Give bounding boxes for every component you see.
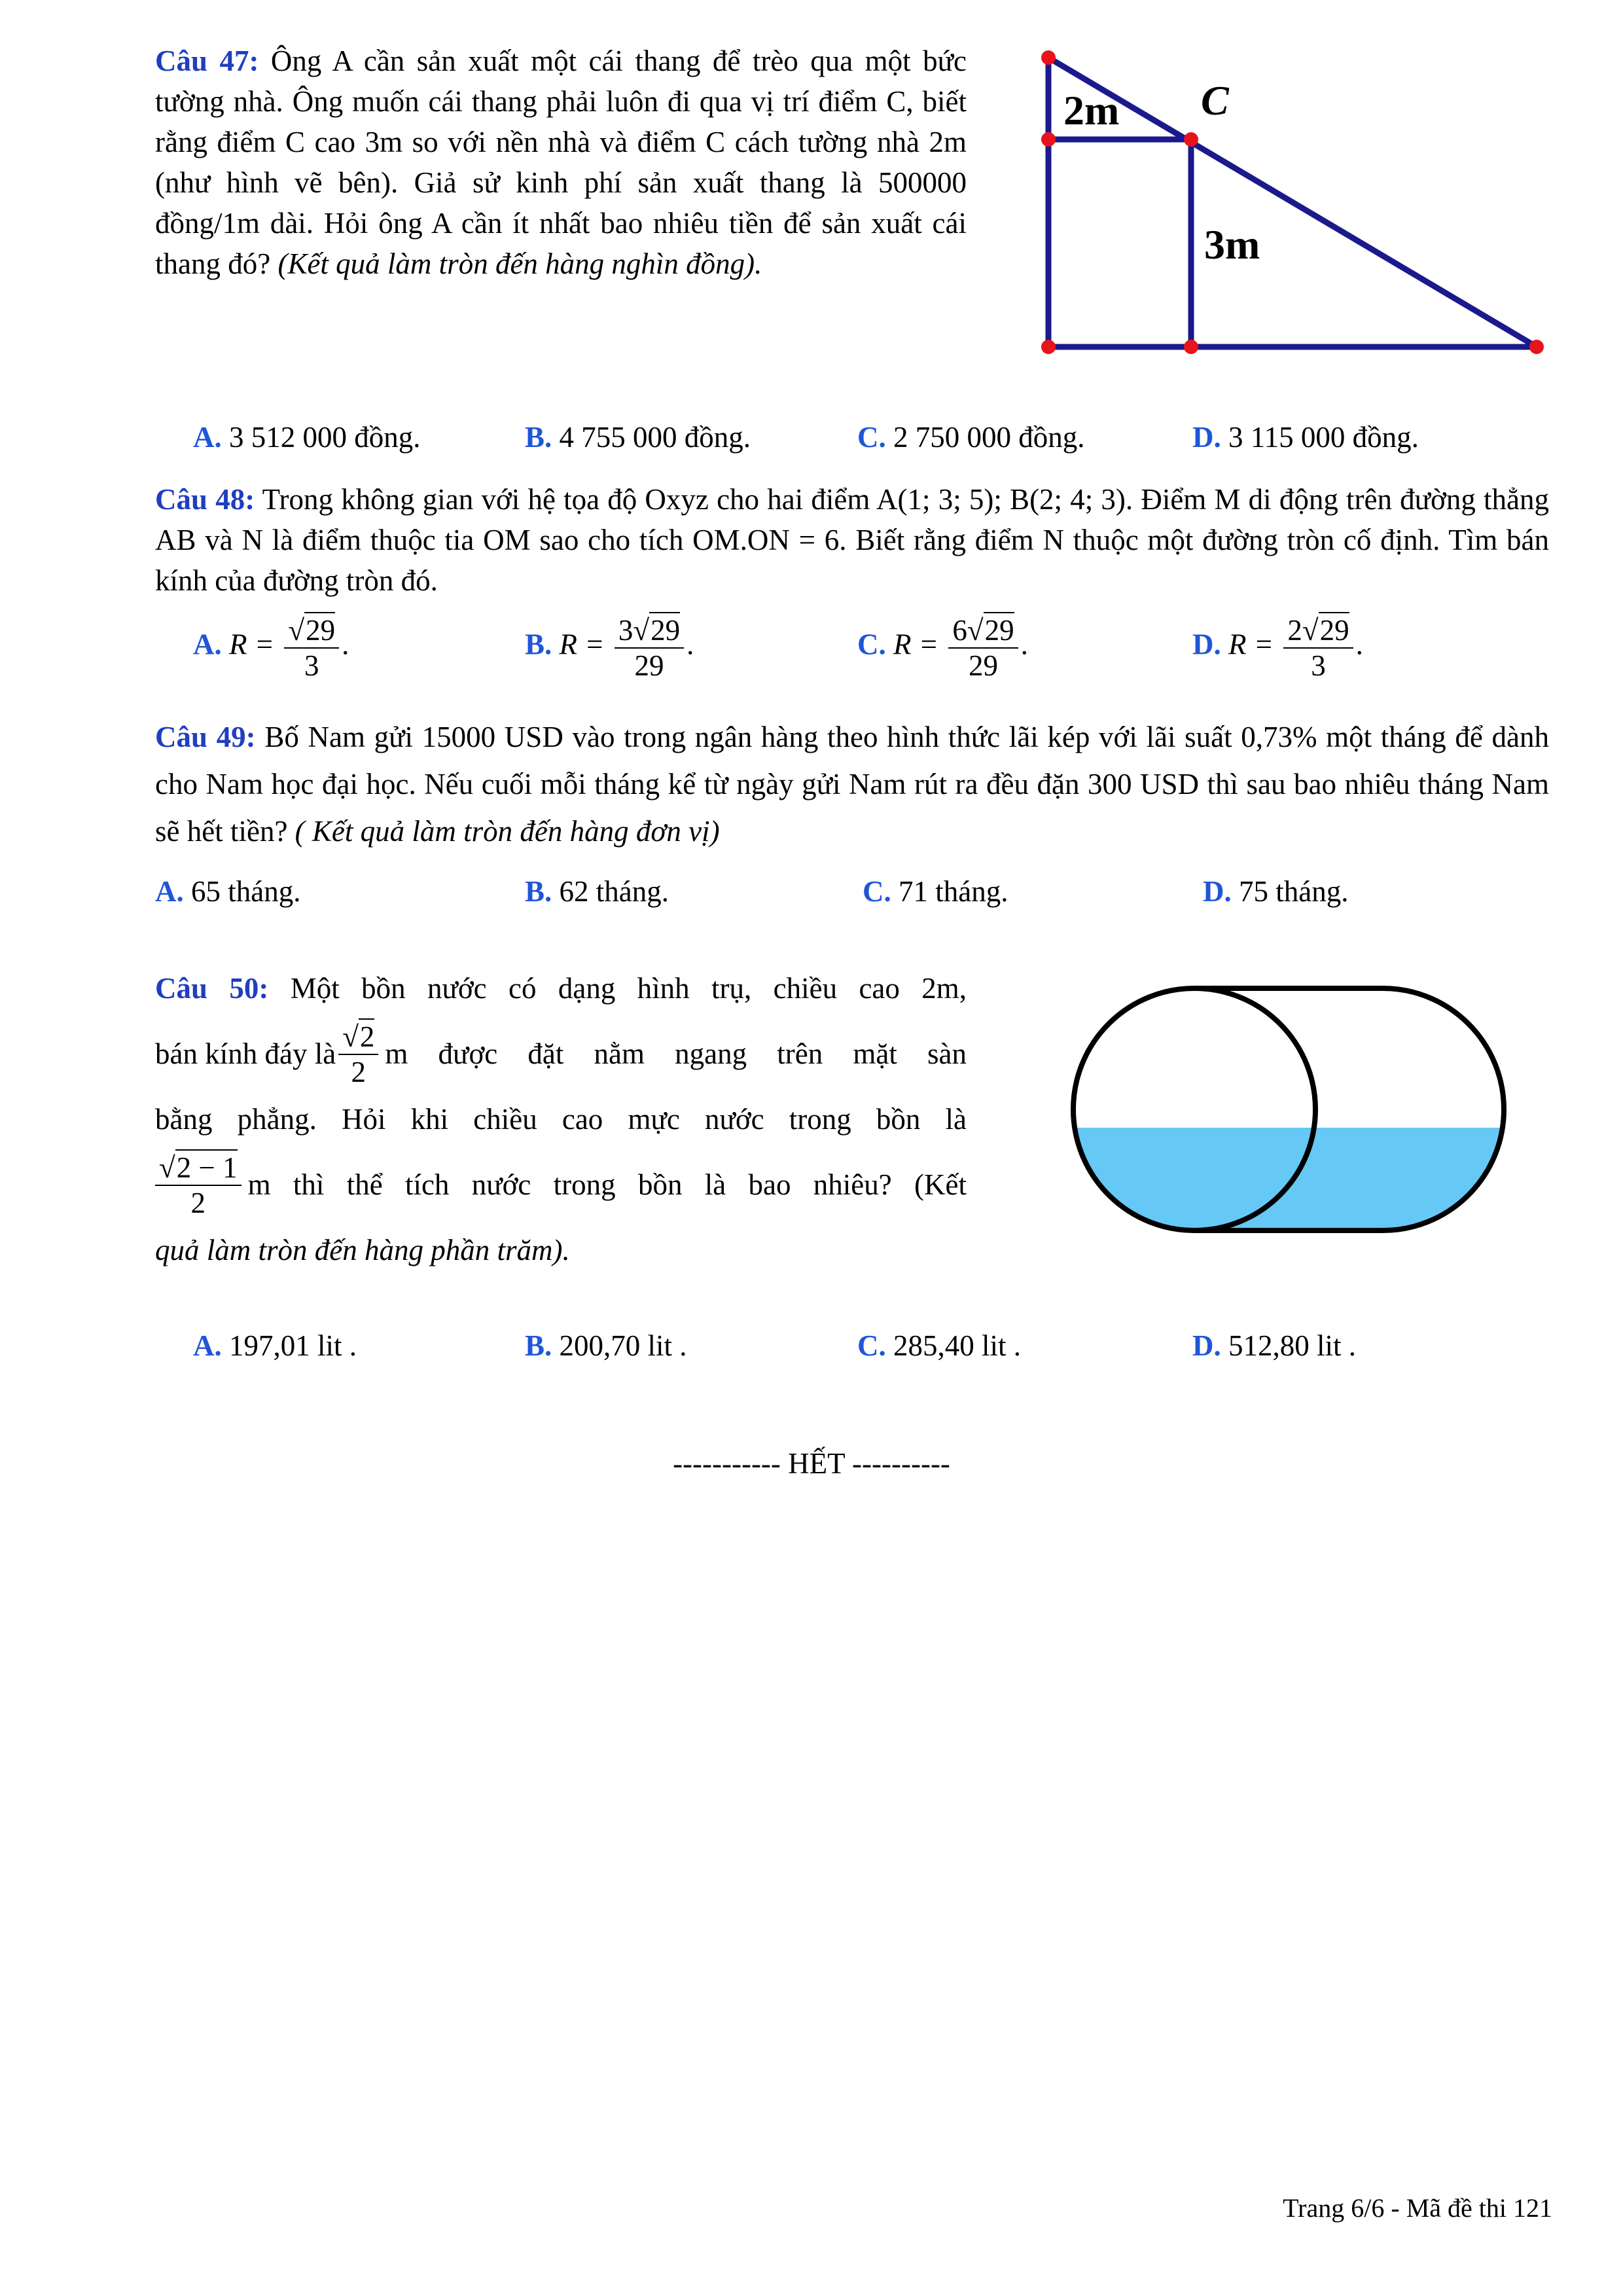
q49-option-d[interactable]: D. 75 tháng. [1203,875,1349,908]
question-47-note: (Kết quả làm tròn đến hàng nghìn đồng). [277,247,762,280]
question-47-text [155,41,967,284]
water-height-fraction: $\frac{√2 - 1}{2}$ [155,1149,241,1220]
question-50-label: Câu 50: [155,972,269,1005]
question-47-label: Câu 47: [155,45,259,77]
question-49-note: ( Kết quả làm tròn đến hàng đơn vị) [294,815,720,848]
question-48-label: Câu 48: [155,483,255,516]
question-48-body: Trong không gian với hệ tọa độ Oxyz cho hai điểm A(1; 3; 5); B(2; 4; 3). Điểm M di động trên đường thẳng AB và N là điểm thuộc tia OM sao cho tích OM.ON = 6. Biết rằng điểm N thuộc một đường tròn cố định. Tìm bán kính của đường tròn đó. [155,483,1550,597]
q48-option-d[interactable]: D. R = $\frac{2√29}{3}$ . [1192,612,1363,683]
ladder-figure [1034,39,1558,367]
q50-option-d[interactable]: D. 512,80 lit . [1192,1329,1357,1362]
question-49-label: Câu 49: [155,721,256,753]
q48-b-fraction: $\frac{3√29}{29}$ [615,612,684,683]
q49-option-c[interactable]: C. 71 tháng. [863,875,1008,908]
q48-d-fraction: $\frac{2√29}{3}$ [1283,612,1353,683]
q50-option-c[interactable]: C. 285,40 lit . [857,1329,1022,1362]
label-2m: 2m [1063,87,1120,134]
label-3m: 3m [1204,221,1260,268]
q48-option-a[interactable]: A. R = $\frac{√29}{3}$ . [193,612,349,683]
q49-option-b[interactable]: B. 62 tháng. [525,875,669,908]
end-marker: ----------- HẾT ---------- [673,1447,950,1480]
question-50-text: Câu 50: Một bồn nước có dạng hình trụ, chiều cao 2m, bán kính đáy là $\frac{√2}{2}$ m được đặt nằm ngang trên mặt sàn bằng phẳng. Hỏi khi chiều cao mực nước trong bồn là $\frac{√2 - 1}{2}$ m thì thể tích nước trong bồn là bao nhiêu? (Kết quả làm tròn đến hàng phần trăm). [155,972,967,1266]
q50-option-a[interactable]: A. 197,01 lit . [193,1329,357,1362]
question-49-text [155,713,1549,855]
q50-option-b[interactable]: B. 200,70 lit . [525,1329,687,1362]
q49-option-a[interactable]: A. 65 tháng. [155,875,301,908]
ladder-line [1048,58,1537,347]
q47-option-c[interactable]: C. 2 750 000 đồng. [857,421,1085,454]
water-fill [1067,1128,1525,1253]
point-top [1041,50,1056,65]
q48-option-c[interactable]: C. R = $\frac{6√29}{29}$ . [857,612,1028,683]
label-C: C [1201,77,1229,124]
q48-c-fraction: $\frac{6√29}{29}$ [948,612,1018,683]
point-ladder-foot [1529,340,1544,354]
q48-option-b[interactable]: B. R = $\frac{3√29}{29}$ . [525,612,694,683]
page-footer: Trang 6/6 - Mã đề thi 121 [1283,2193,1552,2223]
point-C [1184,132,1198,147]
q47-option-d[interactable]: D. 3 115 000 đồng. [1192,421,1419,454]
point-wall [1041,132,1056,147]
point-wall-base [1041,340,1056,354]
question-48-text [155,479,1549,601]
q48-a-fraction: $\frac{√29}{3}$ [284,612,339,683]
question-47-body: Ông A cần sản xuất một cái thang để trèo qua một bức tường nhà. Ông muốn cái thang phải luôn đi qua vị trí điểm C, biết rằng điểm C cao 3m so với nền nhà và điểm C cách tường nhà 2m (như hình vẽ bên). Giả sử kinh phí sản xuất thang là 500000 đồng/1m dài. Hỏi ông A cần ít nhất bao nhiêu tiền để sản xuất cái thang đó? [155,45,967,280]
point-C-base [1184,340,1198,354]
q47-option-b[interactable]: B. 4 755 000 đồng. [525,421,751,454]
q47-option-a[interactable]: A. 3 512 000 đồng. [193,421,421,454]
question-49-body: Bố Nam gửi 15000 USD vào trong ngân hàng theo hình thức lãi kép với lãi suất 0,73% một tháng để dành cho Nam học đại học. Nếu cuối mỗi tháng kể từ ngày gửi Nam rút ra đều đặn 300 USD thì sau bao nhiêu tháng Nam sẽ hết tiền? [155,721,1550,848]
radius-fraction: $\frac{√2}{2}$ [338,1018,378,1089]
cylinder-tank-figure [1067,978,1525,1253]
